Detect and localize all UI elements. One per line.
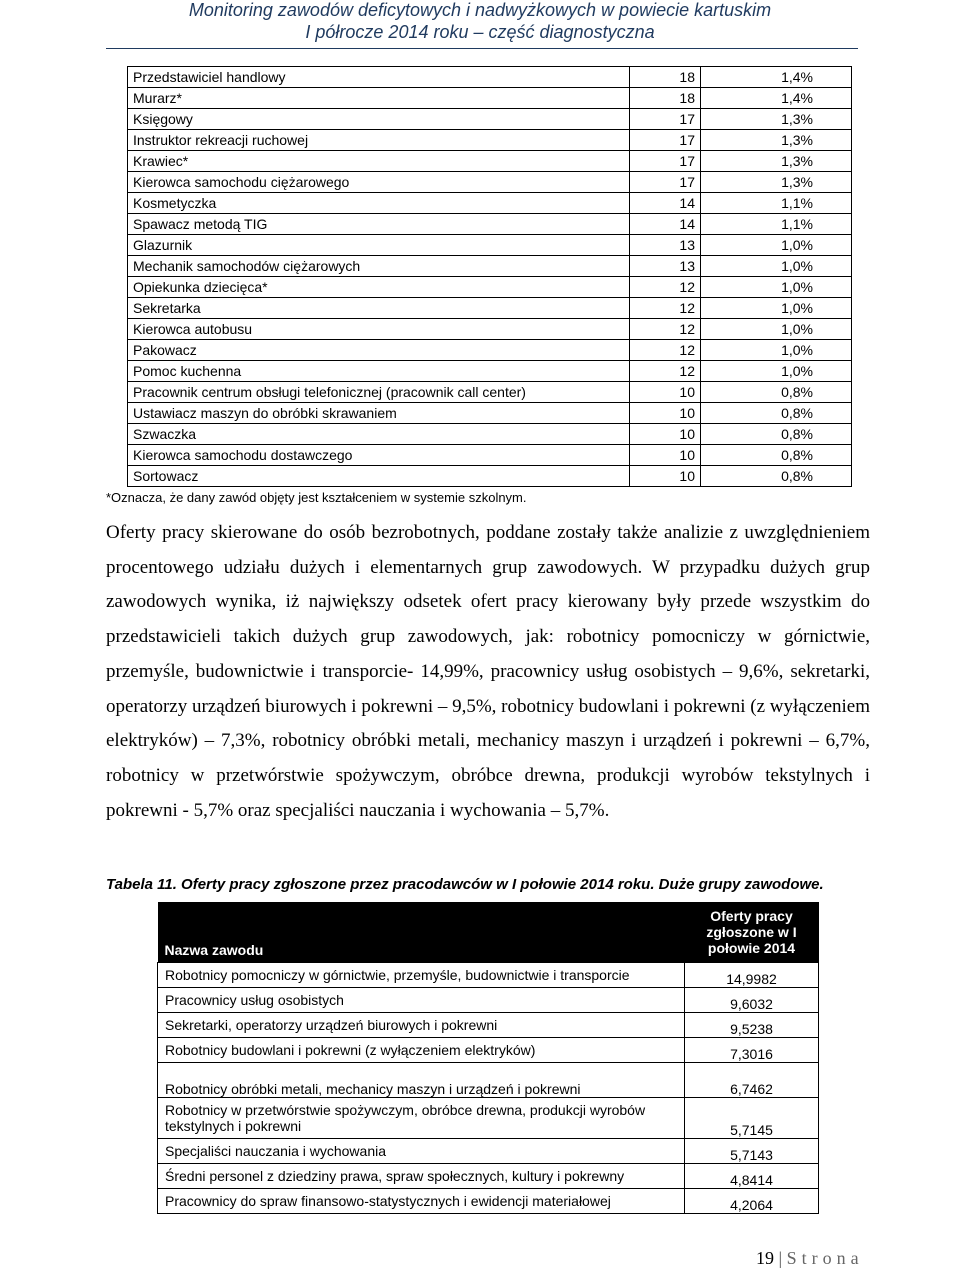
offer-percent: 0,8% bbox=[701, 424, 852, 445]
page-number: 19 bbox=[756, 1248, 774, 1268]
table-row bbox=[128, 67, 852, 88]
group-name: Średni personel z dziedziny prawa, spraw społecznych, kultury i pokrewny bbox=[158, 1164, 685, 1189]
table-row bbox=[158, 1038, 819, 1063]
occupation-name: Pracownik centrum obsługi telefonicznej (pracownik call center) bbox=[128, 382, 630, 403]
offer-count: 10 bbox=[630, 466, 701, 487]
occupation-name: Kierowca samochodu ciężarowego bbox=[128, 172, 630, 193]
major-groups-table bbox=[157, 902, 819, 1214]
occupation-name: Księgowy bbox=[128, 109, 630, 130]
offer-percent: 0,8% bbox=[701, 445, 852, 466]
table-row bbox=[128, 130, 852, 151]
offer-count: 13 bbox=[630, 235, 701, 256]
table-row bbox=[158, 963, 819, 988]
offer-count: 14 bbox=[630, 193, 701, 214]
offer-percent: 1,3% bbox=[701, 109, 852, 130]
occupation-name: Kierowca samochodu dostawczego bbox=[128, 445, 630, 466]
group-value: 9,6032 bbox=[685, 988, 819, 1013]
table-caption: Tabela 11. Oferty pracy zgłoszone przez pracodawców w I połowie 2014 roku. Duże grupy zawodowe. bbox=[106, 876, 824, 893]
table-row bbox=[128, 193, 852, 214]
group-name: Specjaliści nauczania i wychowania bbox=[158, 1139, 685, 1164]
occupation-name: Szwaczka bbox=[128, 424, 630, 445]
occupation-name: Sortowacz bbox=[128, 466, 630, 487]
page-footer bbox=[756, 1248, 864, 1269]
table-row bbox=[128, 235, 852, 256]
offer-count: 12 bbox=[630, 361, 701, 382]
offer-percent: 1,0% bbox=[701, 235, 852, 256]
table-row bbox=[158, 1139, 819, 1164]
table-row bbox=[128, 88, 852, 109]
table-row bbox=[128, 445, 852, 466]
occupation-name: Instruktor rekreacji ruchowej bbox=[128, 130, 630, 151]
offer-count: 17 bbox=[630, 109, 701, 130]
table-row bbox=[158, 1164, 819, 1189]
page-separator: | bbox=[778, 1248, 783, 1268]
offer-percent: 1,4% bbox=[701, 88, 852, 109]
offer-count: 12 bbox=[630, 277, 701, 298]
body-paragraph: Oferty pracy skierowane do osób bezrobotnych, poddane zostały także analizie z uwzględnieniem procentowego udziału dużych i elementarnych grup zawodowych. W przypadku dużych grup zawodowych wynika, iż największy odsetek ofert pracy kierowany były przede wszystkim do przedstawicieli takich dużych grup zawodowych, jak: robotnicy pomocniczy w górnictwie, przemyśle, budownictwie i transporcie- 14,99%, pracownicy usług osobistych – 9,6%, sekretarki, operatorzy urządzeń biurowych i pokrewni – 9,5%, robotnicy budowlani i pokrewni (z wyłączeniem elektryków) – 7,3%, robotnicy obróbki metali, mechanicy maszyn i urządzeń i pokrewni – 6,7%, robotnicy w przetwórstwie spożywczym, obróbce drewna, produkcji wyrobów tekstylnych i pokrewni - 5,7% oraz specjaliści nauczania i wychowania – 5,7%. bbox=[106, 522, 870, 821]
offer-percent: 1,0% bbox=[701, 361, 852, 382]
group-name: Robotnicy w przetwórstwie spożywczym, obróbce drewna, produkcji wyrobów tekstylnych i pokrewni bbox=[158, 1098, 685, 1139]
occupation-name: Przedstawiciel handlowy bbox=[128, 67, 630, 88]
occupation-name: Pakowacz bbox=[128, 340, 630, 361]
offer-percent: 0,8% bbox=[701, 382, 852, 403]
table-row bbox=[158, 1013, 819, 1038]
offer-count: 12 bbox=[630, 319, 701, 340]
table-row bbox=[128, 256, 852, 277]
occupation-name: Kosmetyczka bbox=[128, 193, 630, 214]
group-value: 4,8414 bbox=[685, 1164, 819, 1189]
occupation-name: Pomoc kuchenna bbox=[128, 361, 630, 382]
occupations-table bbox=[127, 66, 852, 487]
offer-count: 10 bbox=[630, 424, 701, 445]
group-value: 7,3016 bbox=[685, 1038, 819, 1063]
offer-count: 17 bbox=[630, 130, 701, 151]
column-header-name: Nazwa zawodu bbox=[158, 902, 685, 963]
group-name: Pracownicy usług osobistych bbox=[158, 988, 685, 1013]
offer-count: 18 bbox=[630, 67, 701, 88]
group-name: Sekretarki, operatorzy urządzeń biurowych i pokrewni bbox=[158, 1013, 685, 1038]
offer-percent: 0,8% bbox=[701, 466, 852, 487]
offer-percent: 1,3% bbox=[701, 151, 852, 172]
table-footnote: *Oznacza, że dany zawód objęty jest kształceniem w systemie szkolnym. bbox=[106, 490, 527, 505]
offer-count: 12 bbox=[630, 340, 701, 361]
table-row bbox=[158, 1189, 819, 1214]
offer-count: 17 bbox=[630, 172, 701, 193]
table-row bbox=[128, 109, 852, 130]
header-line2: I półrocze 2014 roku – część diagnostyczna bbox=[305, 22, 655, 42]
occupation-name: Krawiec* bbox=[128, 151, 630, 172]
occupation-name: Glazurnik bbox=[128, 235, 630, 256]
column-header-offers: Oferty pracy zgłoszone w I połowie 2014 bbox=[685, 902, 819, 963]
offer-percent: 1,0% bbox=[701, 340, 852, 361]
offer-percent: 0,8% bbox=[701, 403, 852, 424]
group-value: 5,7143 bbox=[685, 1139, 819, 1164]
occupation-name: Murarz* bbox=[128, 88, 630, 109]
occupation-name: Opiekunka dziecięca* bbox=[128, 277, 630, 298]
group-name: Pracownicy do spraw finansowo-statystycznych i ewidencji materiałowej bbox=[158, 1189, 685, 1214]
table-row bbox=[128, 298, 852, 319]
table-row bbox=[128, 214, 852, 235]
group-value: 4,2064 bbox=[685, 1189, 819, 1214]
offer-percent: 1,3% bbox=[701, 172, 852, 193]
table-row bbox=[128, 382, 852, 403]
occupation-name: Kierowca autobusu bbox=[128, 319, 630, 340]
group-value: 14,9982 bbox=[685, 963, 819, 988]
occupation-name: Mechanik samochodów ciężarowych bbox=[128, 256, 630, 277]
offer-count: 14 bbox=[630, 214, 701, 235]
offer-percent: 1,0% bbox=[701, 256, 852, 277]
offer-count: 18 bbox=[630, 88, 701, 109]
group-name: Robotnicy obróbki metali, mechanicy maszyn i urządzeń i pokrewni bbox=[158, 1063, 685, 1098]
occupation-name: Sekretarka bbox=[128, 298, 630, 319]
group-value: 6,7462 bbox=[685, 1063, 819, 1098]
occupation-name: Ustawiacz maszyn do obróbki skrawaniem bbox=[128, 403, 630, 424]
offer-percent: 1,1% bbox=[701, 214, 852, 235]
offer-count: 12 bbox=[630, 298, 701, 319]
table-row bbox=[128, 319, 852, 340]
table-row bbox=[158, 988, 819, 1013]
table-row bbox=[128, 340, 852, 361]
table-row bbox=[128, 424, 852, 445]
table-row bbox=[128, 361, 852, 382]
offer-count: 13 bbox=[630, 256, 701, 277]
offer-count: 10 bbox=[630, 382, 701, 403]
table-row bbox=[128, 151, 852, 172]
group-name: Robotnicy budowlani i pokrewni (z wyłączeniem elektryków) bbox=[158, 1038, 685, 1063]
offer-percent: 1,1% bbox=[701, 193, 852, 214]
offer-count: 10 bbox=[630, 403, 701, 424]
group-name: Robotnicy pomocniczy w górnictwie, przemyśle, budownictwie i transporcie bbox=[158, 963, 685, 988]
offer-percent: 1,0% bbox=[701, 277, 852, 298]
offer-percent: 1,4% bbox=[701, 67, 852, 88]
offer-count: 10 bbox=[630, 445, 701, 466]
offer-percent: 1,0% bbox=[701, 319, 852, 340]
page-label: Strona bbox=[786, 1248, 864, 1268]
offer-count: 17 bbox=[630, 151, 701, 172]
table-row bbox=[158, 1063, 819, 1098]
table-row bbox=[128, 466, 852, 487]
header-line1: Monitoring zawodów deficytowych i nadwyżkowych w powiecie kartuskim bbox=[188, 0, 772, 20]
group-value: 5,7145 bbox=[685, 1098, 819, 1139]
table-row bbox=[128, 172, 852, 193]
occupation-name: Spawacz metodą TIG bbox=[128, 214, 630, 235]
group-value: 9,5238 bbox=[685, 1013, 819, 1038]
table-row bbox=[128, 403, 852, 424]
table-row bbox=[158, 1098, 819, 1139]
offer-percent: 1,3% bbox=[701, 130, 852, 151]
header-divider bbox=[106, 48, 858, 49]
offer-percent: 1,0% bbox=[701, 298, 852, 319]
table-row bbox=[128, 277, 852, 298]
